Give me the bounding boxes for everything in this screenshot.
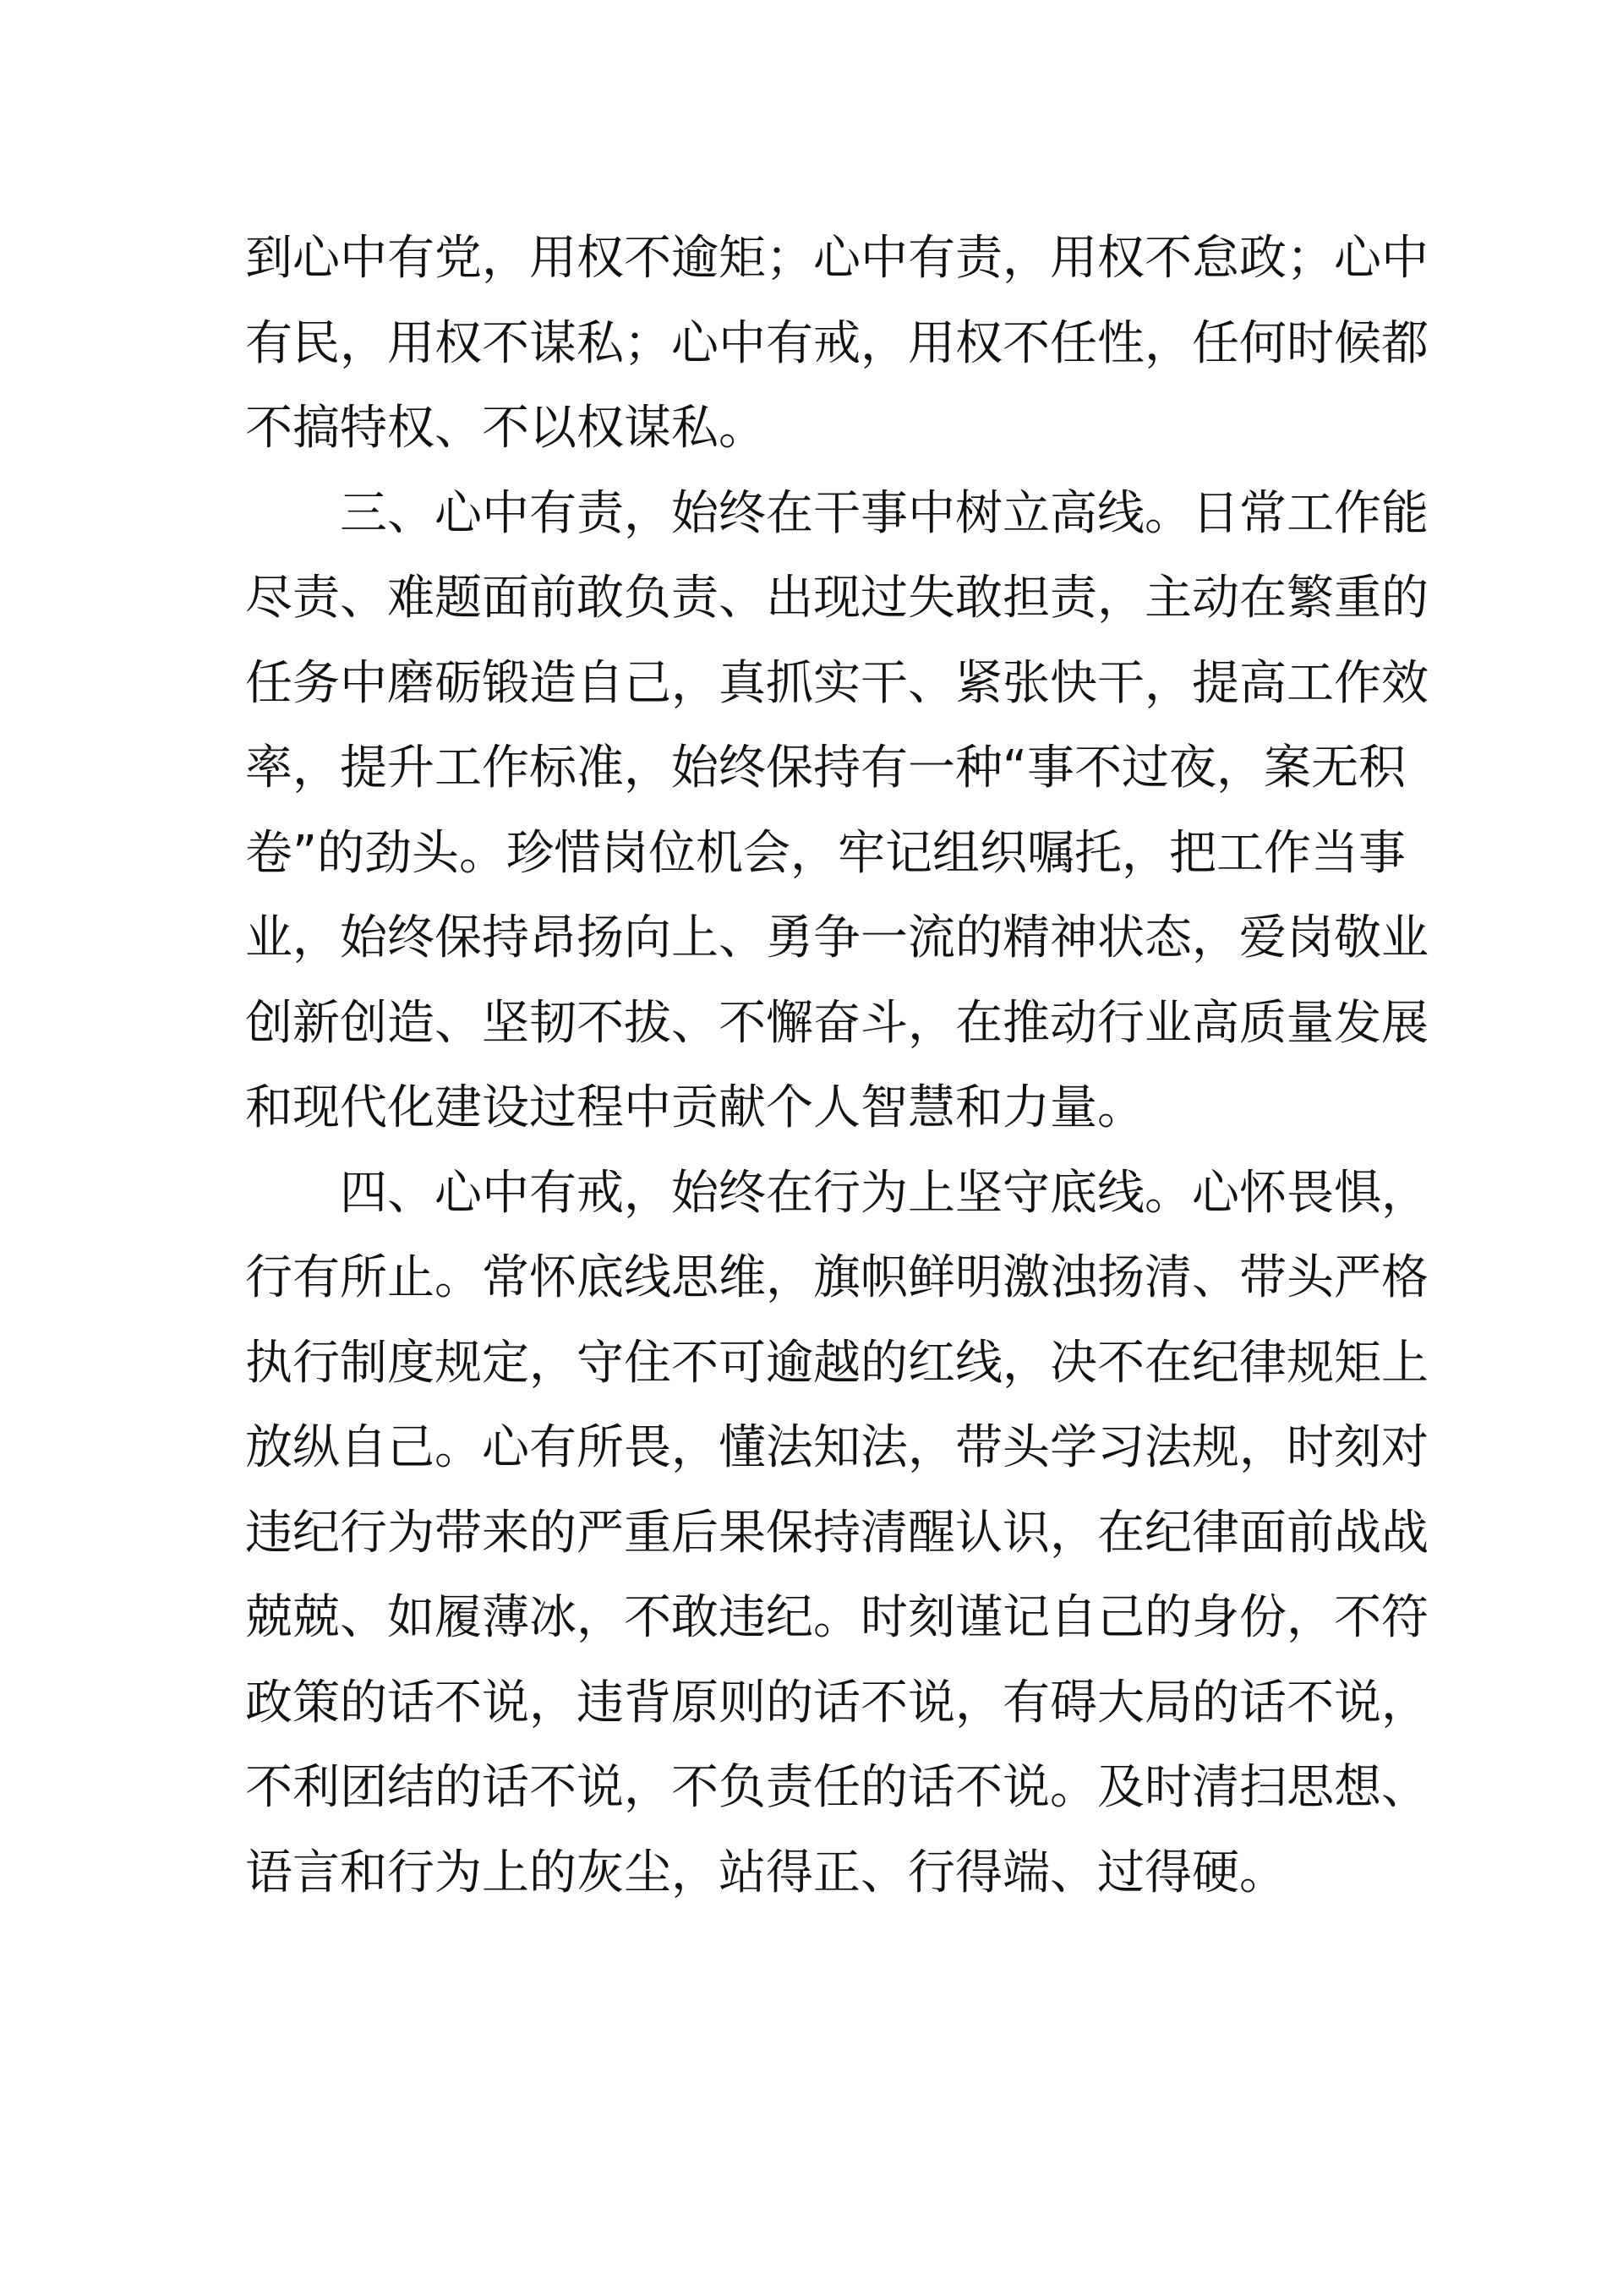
text-line: 率，提升工作标准，始终保持有一种“事不过夜，案无积 — [245, 741, 1407, 795]
text-line: 任务中磨砺锻造自己，真抓实干、紧张快干，提高工作效 — [245, 655, 1429, 711]
text-line: 业，始终保持昂扬向上、勇争一流的精神状态，爱岗敬业 — [245, 910, 1429, 965]
paragraph-continuation — [245, 216, 1429, 472]
text-line: 和现代化建设过程中贡献个人智慧和力量。 — [245, 1080, 1145, 1135]
text-line: 放纵自己。心有所畏，懂法知法，带头学习法规，时刻对 — [245, 1420, 1429, 1475]
text-line: 创新创造、坚韧不拔、不懈奋斗，在推动行业高质量发展 — [245, 995, 1429, 1051]
text-line: 三、心中有责，始终在干事中树立高线。日常工作能 — [340, 485, 1429, 541]
text-line: 四、心中有戒，始终在行为上坚守底线。心怀畏惧， — [340, 1165, 1429, 1221]
text-line: 违纪行为带来的严重后果保持清醒认识，在纪律面前战战 — [245, 1505, 1429, 1561]
text-line: 行有所止。常怀底线思维，旗帜鲜明激浊扬清、带头严格 — [245, 1250, 1429, 1305]
text-line: 尽责、难题面前敢负责、出现过失敢担责，主动在繁重的 — [245, 571, 1429, 626]
text-line: 不利团结的话不说，不负责任的话不说。及时清扫思想、 — [245, 1760, 1429, 1815]
text-line: 政策的话不说，违背原则的话不说，有碍大局的话不说， — [245, 1675, 1429, 1730]
text-line: 有民，用权不谋私；心中有戒，用权不任性，任何时候都 — [245, 315, 1429, 371]
paragraph-section-three — [245, 472, 1429, 1151]
text-line: 执行制度规定，守住不可逾越的红线，决不在纪律规矩上 — [245, 1335, 1429, 1391]
text-line: 语言和行为上的灰尘，站得正、行得端、过得硬。 — [245, 1845, 1287, 1900]
text-line: 兢兢、如履薄冰，不敢违纪。时刻谨记自己的身份，不符 — [245, 1590, 1429, 1645]
text-line: 到心中有党，用权不逾矩；心中有责，用权不怠政；心中 — [245, 231, 1429, 286]
paragraph-section-four — [245, 1151, 1429, 1916]
text-line: 卷”的劲头。珍惜岗位机会，牢记组织嘱托，把工作当事 — [245, 825, 1407, 881]
text-line: 不搞特权、不以权谋私。 — [245, 401, 766, 456]
document-body — [245, 216, 1429, 1916]
